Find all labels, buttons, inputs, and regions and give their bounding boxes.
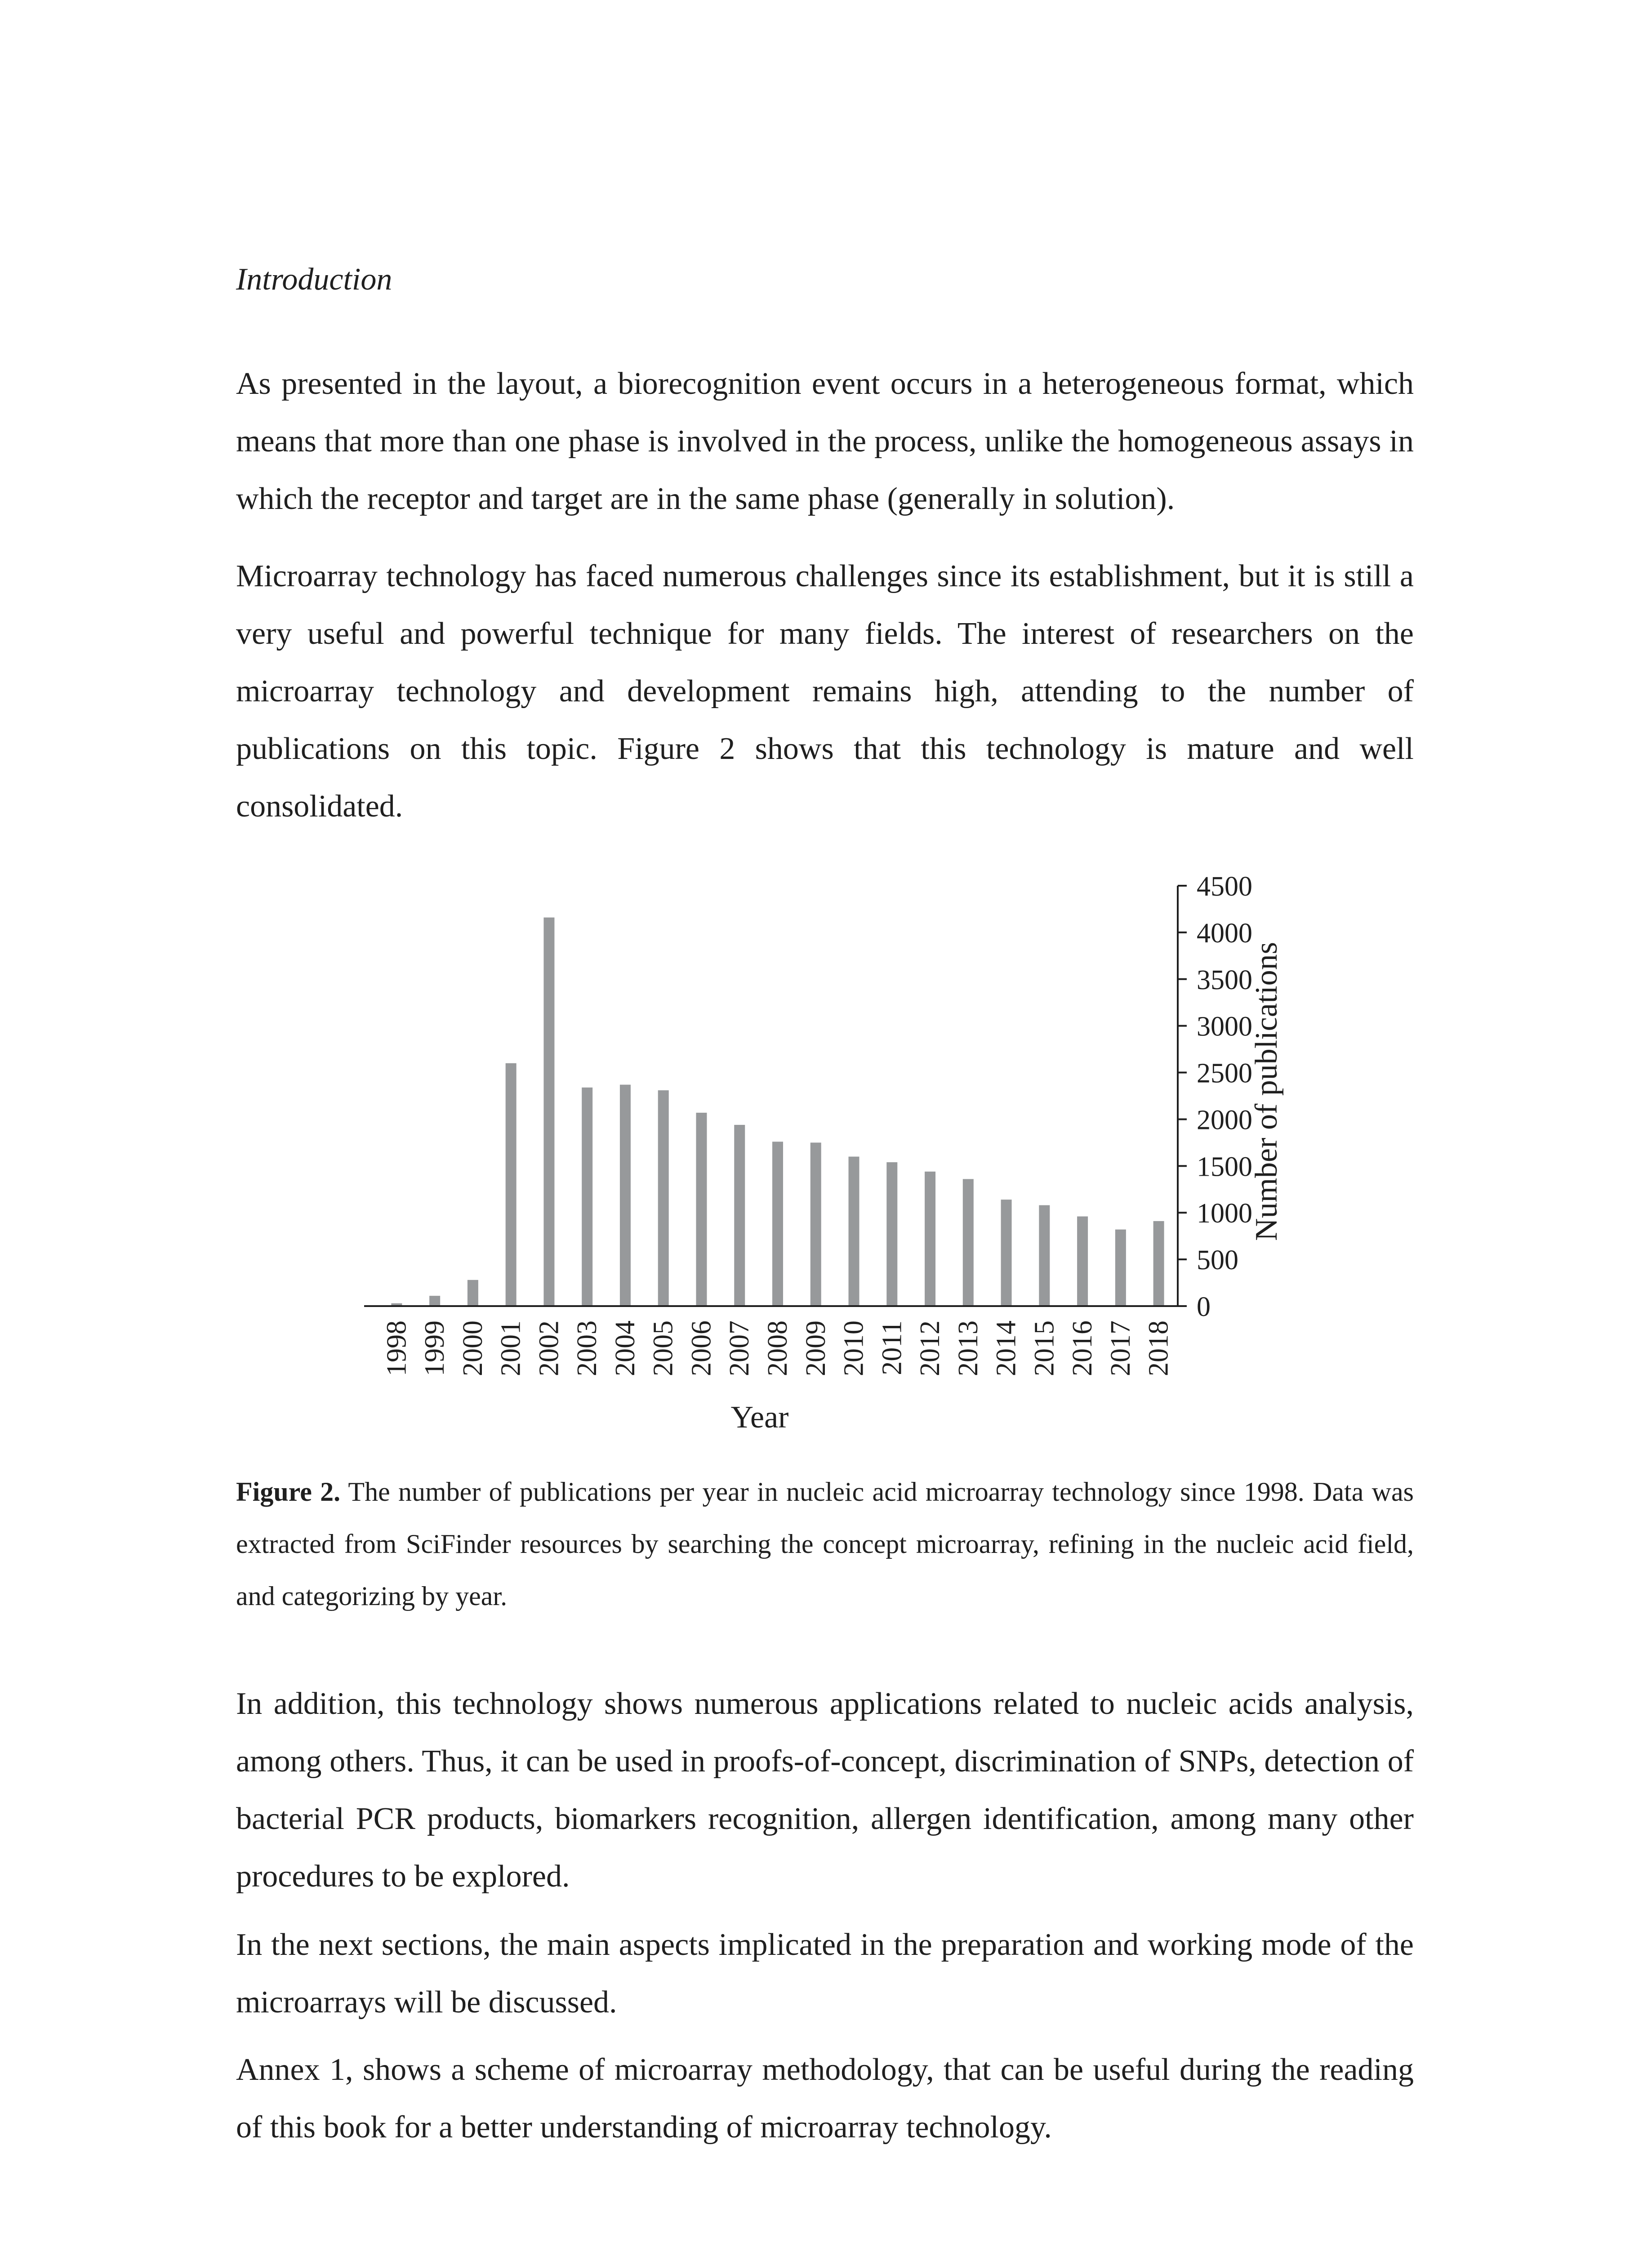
publications-bar-chart <box>342 854 1286 1439</box>
x-tick-label: 2010 <box>838 1320 869 1376</box>
bar-2011 <box>886 1162 897 1306</box>
y-tick-label: 4500 <box>1197 871 1252 902</box>
bar-2009 <box>810 1142 821 1306</box>
x-tick-label: 2018 <box>1143 1320 1174 1376</box>
x-tick-label: 2014 <box>991 1320 1022 1376</box>
bar-2015 <box>1039 1205 1050 1306</box>
paragraph-next-sections: In the next sections, the main aspects implicated in the preparation and working mode of the microarrays will be discussed. <box>236 1927 1414 2020</box>
figure-caption-label: Figure 2. <box>236 1477 341 1507</box>
x-tick-label: 2006 <box>686 1320 717 1376</box>
paragraph-applications: In addition, this technology shows numerous applications related to nucleic acids analysis, among others. Thus, it can be used in proofs-of-concept, discrimination of SNPs, detection of bacterial PCR products, biomarkers recognition, allergen identification, among many other procedures to be explored. <box>236 1686 1414 1894</box>
bar-2004 <box>620 1085 631 1306</box>
x-tick-label: 2012 <box>915 1320 946 1376</box>
paragraph-annex: Annex 1, shows a scheme of microarray methodology, that can be useful during the reading of this book for a better understanding of microarray technology. <box>236 2052 1414 2145</box>
bar-2013 <box>963 1179 974 1306</box>
x-tick-label: 2005 <box>648 1320 679 1376</box>
x-tick-label: 2011 <box>877 1320 908 1375</box>
bar-2003 <box>582 1088 592 1306</box>
figure-caption <box>236 1466 1414 1622</box>
bar-2010 <box>849 1157 859 1306</box>
bar-2001 <box>506 1063 517 1306</box>
paragraph-microarray-interest: Microarray technology has faced numerous challenges since its establishment, but it is still a very useful and powerful technique for many fields. The interest of researchers on the microarray technology and development remains high, attending to the number of publications on this topic. Figure 2 shows that this technology is mature and well consolidated. <box>236 559 1414 824</box>
x-tick-label: 2004 <box>610 1320 641 1376</box>
y-tick-label: 1000 <box>1197 1198 1252 1229</box>
bar-2002 <box>543 918 554 1306</box>
x-tick-label: 2016 <box>1067 1320 1098 1376</box>
bar-2017 <box>1115 1230 1126 1306</box>
bar-2008 <box>772 1142 783 1306</box>
x-tick-label: 2013 <box>953 1320 984 1376</box>
bar-2018 <box>1153 1221 1164 1306</box>
bar-2012 <box>925 1172 935 1306</box>
bar-2014 <box>1001 1200 1012 1306</box>
x-tick-label: 2007 <box>724 1320 755 1376</box>
x-tick-label: 2015 <box>1029 1320 1060 1376</box>
paragraph-heterogeneous-format: As presented in the layout, a biorecognition event occurs in a heterogeneous format, which means that more than one phase is involved in the process, unlike the homogeneous assays in which the receptor and target are in the same phase (generally in solution). <box>236 366 1414 516</box>
y-tick-label: 4000 <box>1197 918 1252 949</box>
y-tick-label: 3500 <box>1197 964 1252 995</box>
x-tick-label: 2003 <box>572 1320 603 1376</box>
bar-2016 <box>1077 1217 1088 1306</box>
x-tick-label: 1998 <box>381 1320 412 1376</box>
section-heading: Introduction <box>236 262 392 297</box>
bar-2007 <box>734 1125 745 1306</box>
x-tick-label: 2000 <box>457 1320 488 1376</box>
y-tick-label: 2000 <box>1197 1105 1252 1136</box>
x-tick-label: 2009 <box>800 1320 831 1376</box>
bar-1999 <box>429 1296 440 1306</box>
y-tick-label: 500 <box>1197 1245 1238 1276</box>
bar-2000 <box>468 1280 478 1306</box>
x-axis-title: Year <box>730 1400 789 1435</box>
x-tick-label: 2002 <box>534 1320 565 1376</box>
x-tick-label: 1999 <box>419 1320 450 1376</box>
y-tick-label: 1500 <box>1197 1151 1252 1182</box>
y-tick-label: 2500 <box>1197 1058 1252 1089</box>
y-tick-label: 3000 <box>1197 1011 1252 1042</box>
y-axis-title: Number of publications <box>1249 942 1284 1241</box>
y-tick-label: 0 <box>1197 1292 1211 1322</box>
x-tick-label: 2001 <box>495 1320 526 1376</box>
x-tick-label: 2017 <box>1105 1320 1136 1376</box>
x-tick-label: 2008 <box>762 1320 793 1376</box>
figure-caption-text: The number of publications per year in nucleic acid microarray technology since 1998. Data was extracted from SciFinder resources by searching the concept microarray, refining in the nucleic acid field, and categorizing by year. <box>236 1477 1414 1611</box>
bar-2006 <box>696 1113 707 1306</box>
bar-2005 <box>658 1090 669 1306</box>
